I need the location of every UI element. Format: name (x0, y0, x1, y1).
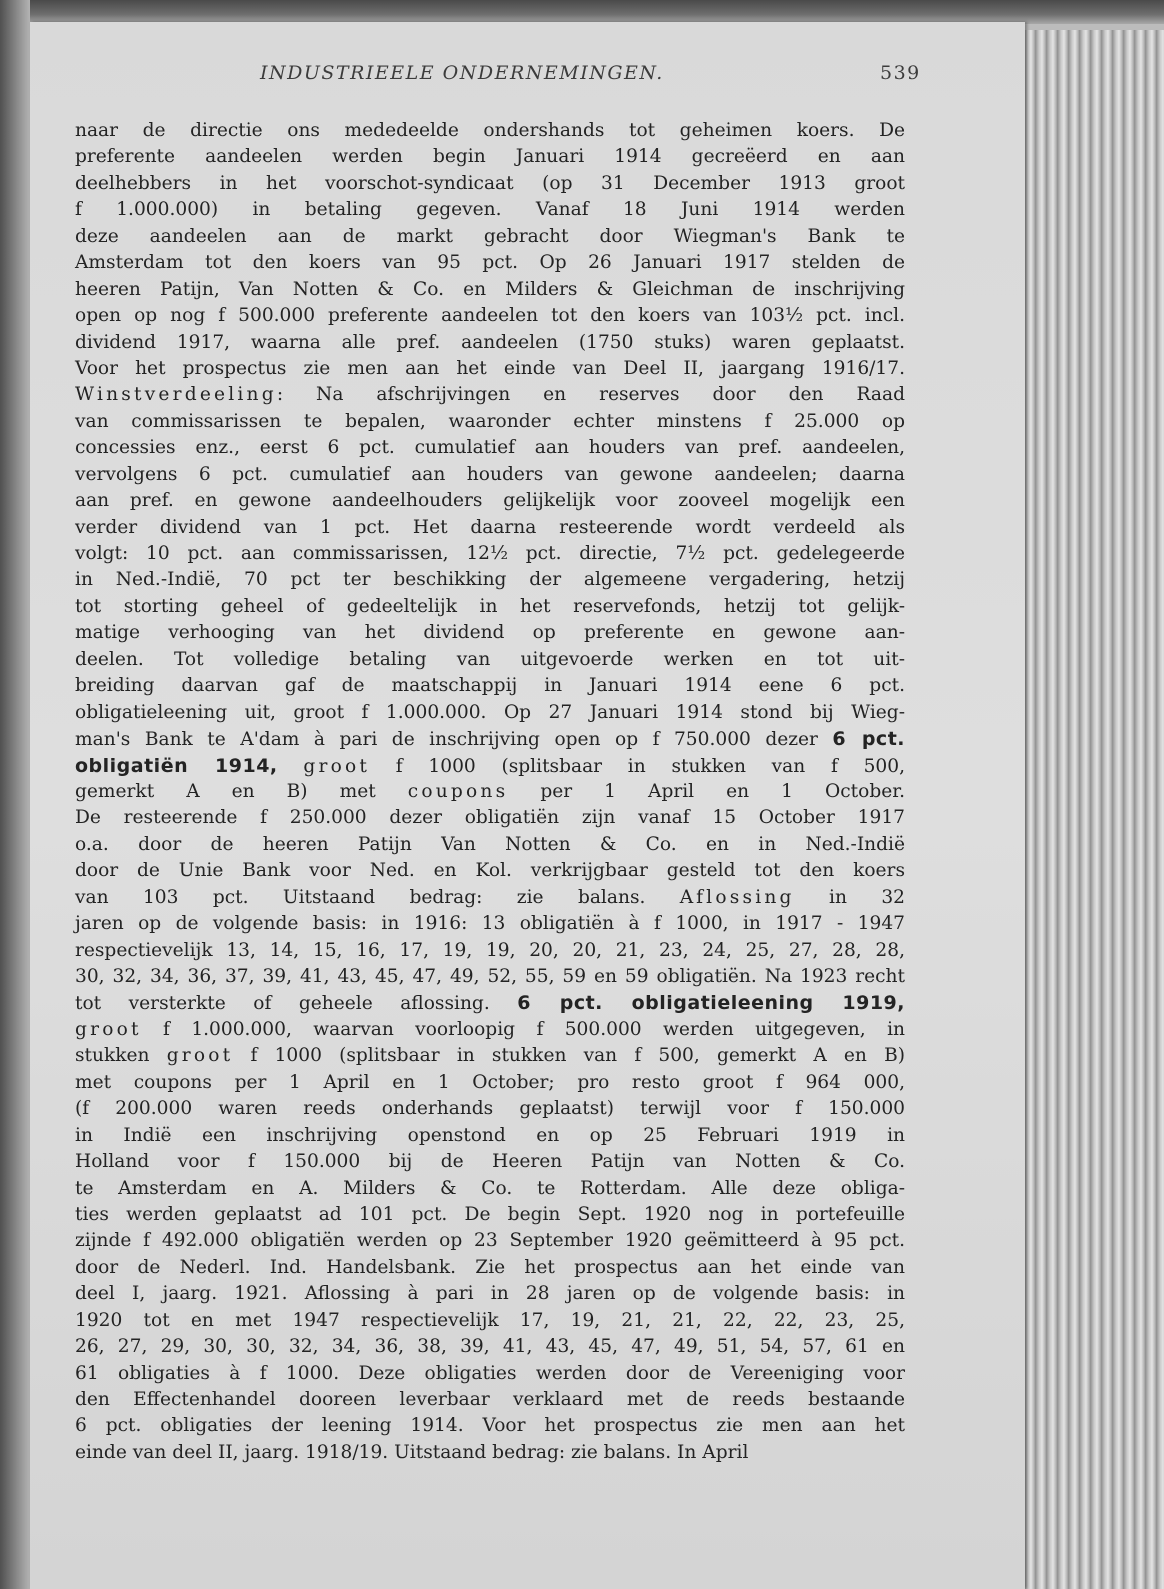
text-fragment: in Ned.-Indië, 70 pct ter beschikking der algemeene vergadering, hetzij (75, 569, 905, 591)
text-line (75, 1387, 905, 1413)
text-line (75, 964, 905, 990)
text-fragment: zijnde f 492.000 obligatiën werden op 23 September 1920 geëmitteerd à 95 pct. (75, 1230, 905, 1252)
text-fragment: respectievelijk 13, 14, 15, 16, 17, 19, 19, 20, 20, 21, 23, 24, 25, 27, 28, 28, (75, 939, 905, 961)
text-line (75, 1096, 905, 1122)
text-fragment: deel I, jaarg. 1921. Aflossing à pari in 28 jaren op de volgende basis: in (75, 1283, 905, 1305)
text-fragment: deelhebbers in het voorschot-syndicaat (op 31 December 1913 groot (75, 172, 905, 194)
text-fragment: den Effectenhandel dooreen leverbaar verklaard met de reeds bestaande (75, 1389, 905, 1410)
text-fragment: breiding daarvan gaf de maatschappij in Januari 1914 eene 6 pct. (75, 675, 905, 697)
text-line (75, 990, 905, 1016)
text-line (75, 1176, 905, 1202)
text-fragment: per 1 April en 1 October. (508, 780, 905, 802)
body-text (75, 118, 906, 1463)
text-line (75, 700, 905, 726)
text-fragment: De resteerende f 250.000 dezer obligatiën zijn vanaf 15 October 1917 (75, 807, 905, 829)
text-fragment: door de Unie Bank voor Ned. en Kol. verkrijgbaar gesteld tot den koers (75, 860, 905, 882)
text-fragment: gemerkt A en B) met (75, 780, 408, 802)
text-line (75, 1440, 905, 1466)
text-fragment: 30, 32, 34, 36, 37, 39, 41, 43, 45, 47, 49, 52, 55, 59 en 59 obligatiën. Na 1923 recht (75, 966, 905, 987)
text-line (75, 197, 905, 223)
text-fragment: in 32 (794, 886, 906, 908)
scan-top-shadow (0, 0, 1164, 24)
text-line (75, 726, 905, 752)
text-fragment: met coupons per 1 April en 1 October; pro resto groot f 964 000, (75, 1071, 905, 1093)
text-line (75, 382, 905, 408)
text-fragment: matige verhooging van het dividend op preferente en gewone aan- (75, 622, 905, 644)
text-fragment: 6 pct. obligaties der leening 1914. Voor het prospectus zie men aan het (75, 1415, 905, 1437)
text-line (75, 330, 905, 356)
text-line (75, 1228, 905, 1254)
running-header (260, 62, 960, 90)
text-fragment: deelen. Tot volledige betaling van uitgevoerde werken en tot uit- (75, 648, 905, 670)
text-fragment: van 103 pct. Uitstaand bedrag: zie balans. (75, 886, 680, 908)
text-fragment: tot storting geheel of gedeeltelijk in het reservefonds, hetzij tot gelijk- (75, 595, 905, 617)
text-line (75, 250, 905, 276)
text-line (75, 118, 905, 144)
text-line (75, 356, 905, 382)
text-line (75, 1308, 905, 1334)
text-fragment: naar de directie ons mededeelde ondershands tot geheimen koers. De (75, 120, 905, 141)
text-line (75, 409, 905, 435)
text-fragment: in Indië een inschrijving openstond en op 25 Februari 1919 in (75, 1124, 905, 1146)
text-line (75, 858, 905, 884)
text-fragment: vervolgens 6 pct. cumulatief aan houders van gewone aandeelen; daarna (75, 463, 905, 485)
bold-heading-fragment: 6 pct. (832, 728, 905, 751)
text-fragment: einde van deel II, jaarg. 1918/19. Uitstaand bedrag: zie balans. In April (75, 1441, 749, 1463)
text-line (75, 1149, 905, 1175)
spaced-emphasis-fragment: groot (75, 1018, 142, 1040)
text-fragment: (f 200.000 waren reeds onderhands geplaatst) terwijl voor f 150.000 (75, 1098, 905, 1120)
text-fragment: o.a. door de heeren Patijn Van Notten & Co. en in Ned.-Indië (75, 833, 905, 855)
scan-left-shadow (0, 0, 30, 1589)
text-line (75, 224, 905, 250)
text-fragment: verder dividend van 1 pct. Het daarna resteerende wordt verdeeld als (75, 516, 905, 538)
text-line (75, 1361, 905, 1387)
text-line (75, 832, 905, 858)
text-fragment: 1920 tot en met 1947 respectievelijk 17, 19, 21, 21, 22, 22, 23, 25, (75, 1309, 905, 1331)
bold-heading-fragment: 6 pct. obligatieleening 1919, (517, 992, 905, 1015)
spaced-emphasis-fragment: groot (303, 755, 371, 777)
text-line (75, 805, 905, 831)
text-line (75, 1255, 905, 1281)
text-line (75, 911, 905, 937)
text-fragment: Holland voor f 150.000 bij de Heeren Patijn van Notten & Co. (75, 1151, 905, 1173)
spaced-emphasis-fragment: coupons (407, 780, 509, 802)
text-line (75, 673, 905, 699)
text-fragment: deze aandeelen aan de markt gebracht door Wiegman's Bank te (75, 225, 905, 247)
text-line (75, 594, 905, 620)
text-line (75, 435, 905, 461)
text-fragment: f 1000 (splitsbaar in stukken van f 500, gemerkt A en B) (233, 1045, 905, 1067)
text-line (75, 620, 905, 646)
page-number: 539 (880, 62, 921, 84)
text-line (75, 1334, 905, 1360)
running-header-title: INDUSTRIEELE ONDERNEMINGEN. (260, 62, 664, 84)
text-fragment: volgt: 10 pct. aan commissarissen, 12½ pct. directie, 7½ pct. gedelegeerde (75, 543, 905, 564)
text-line (75, 1123, 905, 1149)
text-line (75, 171, 905, 197)
text-line (75, 885, 905, 911)
bold-heading-fragment: obligatiën 1914, (75, 754, 278, 777)
text-fragment: 26, 27, 29, 30, 30, 32, 34, 36, 38, 39, 41, 43, 45, 47, 49, 51, 54, 57, 61 en (75, 1336, 905, 1358)
spaced-emphasis-fragment: groot (166, 1045, 234, 1067)
text-line (75, 515, 905, 541)
text-line (75, 462, 905, 488)
text-fragment: Amsterdam tot den koers van 95 pct. Op 26 Januari 1917 stelden de (75, 252, 905, 274)
text-line (75, 1017, 905, 1043)
text-fragment: man's Bank te A'dam à pari de inschrijving open op f 750.000 dezer (75, 729, 833, 751)
text-line (75, 1202, 905, 1228)
text-fragment: ties werden geplaatst ad 101 pct. De begin Sept. 1920 nog in portefeuille (75, 1203, 905, 1225)
text-fragment: jaren op de volgende basis: in 1916: 13 obligatiën à f 1000, in 1917 - 1947 (75, 913, 905, 935)
text-fragment: concessies enz., eerst 6 pct. cumulatief aan houders van pref. aandeelen, (75, 437, 905, 459)
text-fragment: f 1000 (splitsbaar in stukken van f 500, (370, 755, 905, 777)
text-fragment: obligatieleening uit, groot f 1.000.000. Op 27 Januari 1914 stond bij Wieg- (75, 701, 905, 723)
text-line (75, 1043, 905, 1069)
text-fragment: 61 obligaties à f 1000. Deze obligaties werden door de Vereeniging voor (75, 1362, 905, 1384)
text-line (75, 303, 905, 329)
spaced-emphasis-fragment: Winstverdeeling (75, 384, 277, 406)
text-line (75, 779, 905, 805)
text-line (75, 1070, 905, 1096)
text-fragment: aan pref. en gewone aandeelhouders gelijkelijk voor zooveel mogelijk een (75, 490, 905, 512)
text-fragment: f 1.000.000) in betaling gegeven. Vanaf 18 Juni 1914 werden (75, 199, 905, 221)
text-fragment: preferente aandeelen werden begin Januari 1914 gecreëerd en aan (75, 146, 905, 168)
text-fragment: open op nog f 500.000 preferente aandeelen tot den koers van 103½ pct. incl. (75, 305, 905, 327)
text-fragment: heeren Patijn, Van Notten & Co. en Milders & Gleichman de inschrijving (75, 278, 905, 300)
text-fragment: door de Nederl. Ind. Handelsbank. Zie het prospectus aan het einde van (75, 1256, 905, 1278)
book-page-edges (1025, 30, 1164, 1589)
text-fragment: te Amsterdam en A. Milders & Co. te Rotterdam. Alle deze obliga- (75, 1177, 905, 1199)
text-line (75, 938, 905, 964)
text-line (75, 753, 905, 779)
spaced-emphasis-fragment: Aflossing (679, 886, 795, 908)
text-line (75, 1413, 905, 1439)
text-line (75, 567, 905, 593)
text-fragment: tot versterkte of geheele aflossing. (75, 993, 518, 1015)
text-fragment: Voor het prospectus zie men aan het einde van Deel II, jaargang 1916/17. (75, 357, 905, 379)
text-fragment (278, 756, 304, 777)
text-fragment: dividend 1917, waarna alle pref. aandeelen (1750 stuks) waren geplaatst. (75, 331, 905, 353)
text-line (75, 144, 905, 170)
text-line (75, 277, 905, 303)
text-line (75, 488, 905, 514)
text-fragment: : Na afschrijvingen en reserves door den Raad (276, 384, 905, 406)
text-fragment: van commissarissen te bepalen, waaronder echter minstens f 25.000 op (75, 410, 905, 432)
text-line (75, 541, 905, 567)
text-line (75, 1281, 905, 1307)
text-fragment: stukken (75, 1045, 167, 1067)
text-fragment: f 1.000.000, waarvan voorloopig f 500.000 werden uitgegeven, in (141, 1018, 905, 1040)
text-line (75, 647, 905, 673)
